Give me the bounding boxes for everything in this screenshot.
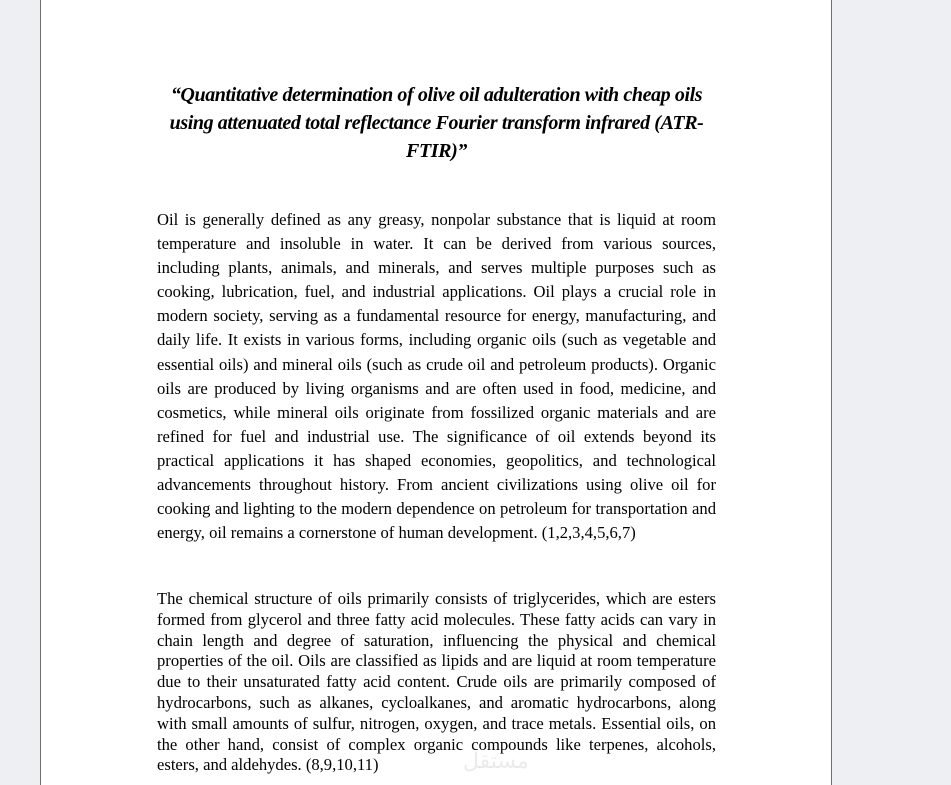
paragraph-oil-definition: Oil is generally defined as any greasy, nonpolar substance that is liquid at room temperature and insoluble in water. It can be derived from various sources, including plants, animals, and minerals, and serves multiple purposes such as cooking, lubrication, fuel, and industrial applications. Oil plays a crucial role in modern society, serving as a fundamental resource for energy, manufacturing, and daily life. It exists in various forms, including organic oils (such as vegetable and essential oils) and mineral oils (such as crude oil and petroleum products). Organic oils are produced by living organisms and are often used in food, medicine, and cosmetics, while mineral oils originate from fossilized organic materials and are refined for fuel and industrial use. The significance of oil extends beyond its practical applications it has shaped economies, geopolitics, and technological advancements throughout history. From ancient civilizations using olive oil for cooking and lighting to the modern dependence on petroleum for transportation and energy, oil remains a cornerstone of human development. (1,2,3,4,5,6,7) <box>157 210 716 543</box>
watermark: مستقل <box>463 749 529 774</box>
document-title: “Quantitative determination of olive oil adulteration with cheap oils using attenuated total reflectance Fourier transform infrared (ATR-FTIR)” <box>169 84 704 162</box>
document-page <box>40 0 832 785</box>
paragraph-chemical-structure: The chemical structure of oils primarily consists of triglycerides, which are esters formed from glycerol and three fatty acid molecules. These fatty acids can vary in chain length and degree of saturation, influencing the physical and chemical properties of the oil. Oils are classified as lipids and are liquid at room temperature due to their unsaturated fatty acid content. Crude oils are primarily composed of hydrocarbons, such as alkanes, cycloalkanes, and aromatic hydrocarbons, along with small amounts of sulfur, nitrogen, oxygen, and trace metals. Essential oils, on the other hand, consist of complex organic compounds like terpenes, alcohols, esters, and aldehydes. (8,9,10,11) <box>157 589 716 775</box>
